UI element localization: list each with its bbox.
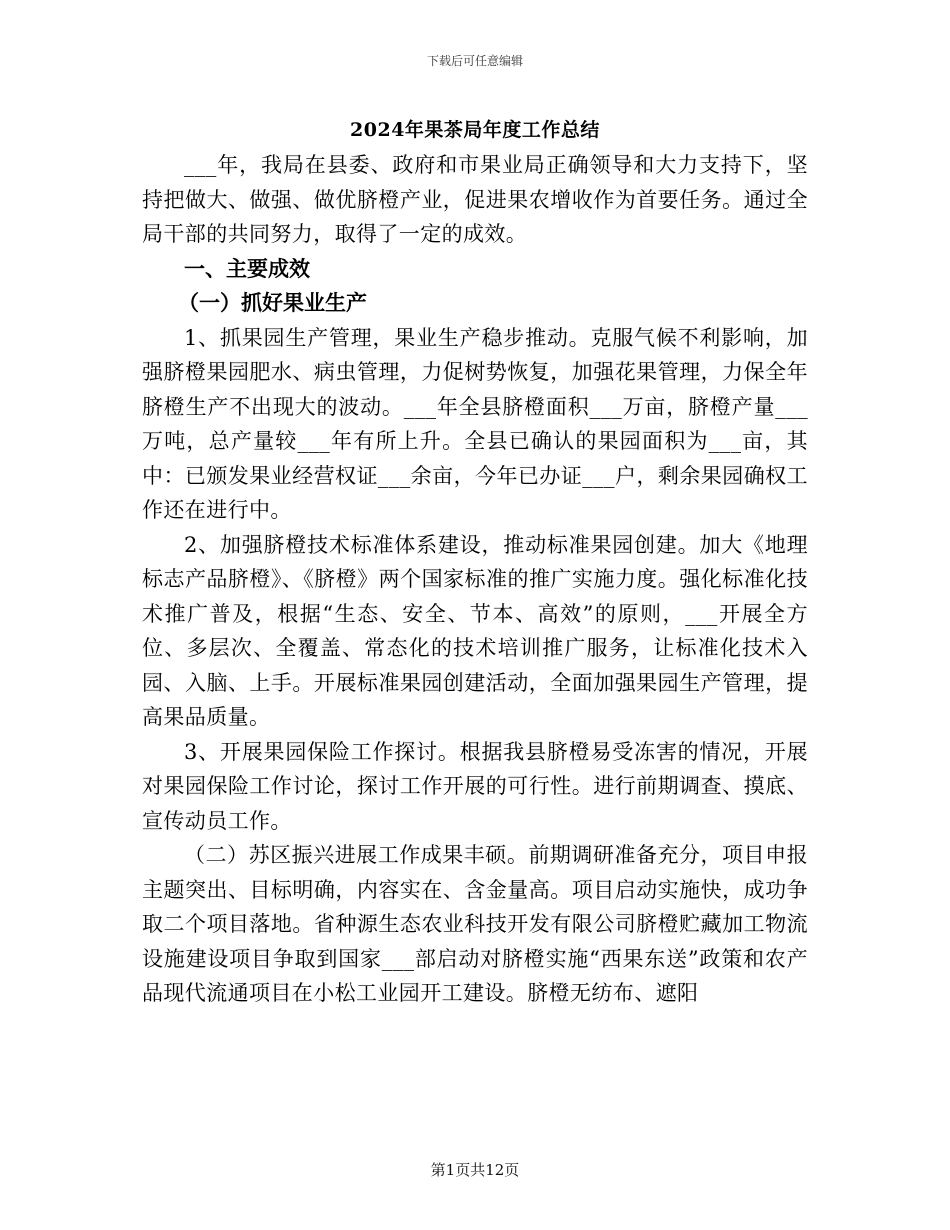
document-body: [142, 148, 808, 1011]
page-footer: 第1页共12页: [430, 1161, 520, 1179]
intro-paragraph: ___年，我局在县委、政府和市果业局正确领导和大力支持下，坚持把做大、做强、做优脐橙产业，促进果农增收作为首要任务。通过全局干部的共同努力，取得了一定的成效。: [142, 153, 808, 246]
subsection-heading: （一）抓好果业生产: [178, 290, 367, 315]
header-note: 下载后可任意编辑: [426, 54, 523, 68]
paragraph-item-1: 1、抓果园生产管理，果业生产稳步推动。克服气候不利影响，加强脐橙果园肥水、病虫管理，力促树势恢复，加强花果管理，力保全年脐橙生产不出现大的波动。___年全县脐橙面积___万亩，脐橙产量___万吨，总产量较___年有所上升。全县已确认的果园面积为___亩，其中：已颁发果业经营权证___余亩，今年已办证___户，剩余果园确权工作还在进行中。: [142, 325, 808, 522]
paragraph-item-2: 2、加强脐橙技术标准体系建设，推动标准果园创建。加大《地理标志产品脐橙》、《脐橙》两个国家标准的推广实施力度。强化标准化技术推广普及，根据“生态、安全、节本、高效”的原则，___开展全方位、多层次、全覆盖、常态化的技术培训推广服务，让标准化技术入园、入脑、上手。开展标准果园创建活动，全面加强果园生产管理，提高果品质量。: [142, 532, 808, 729]
document-title: 2024年果茶局年度工作总结: [350, 119, 600, 141]
paragraph-item-3: 3、开展果园保险工作探讨。根据我县脐橙易受冻害的情况，开展对果园保险工作讨论，探讨工作开展的可行性。进行前期调查、摸底、宣传动员工作。: [142, 739, 808, 833]
paragraph-subsection-2: （二）苏区振兴进展工作成果丰硕。前期调研准备充分，项目申报主题突出、目标明确，内容实在、含金量高。项目启动实施快，成功争取二个项目落地。省种源生态农业科技开发有限公司脐橙贮藏加工物流设施建设项目争取到国家___部启动对脐橙实施“西果东送”政策和农产品现代流通项目在小松工业园开工建设。脐橙无纺布、遮阳: [142, 843, 808, 1005]
section-heading: 一、主要成效: [184, 255, 310, 281]
